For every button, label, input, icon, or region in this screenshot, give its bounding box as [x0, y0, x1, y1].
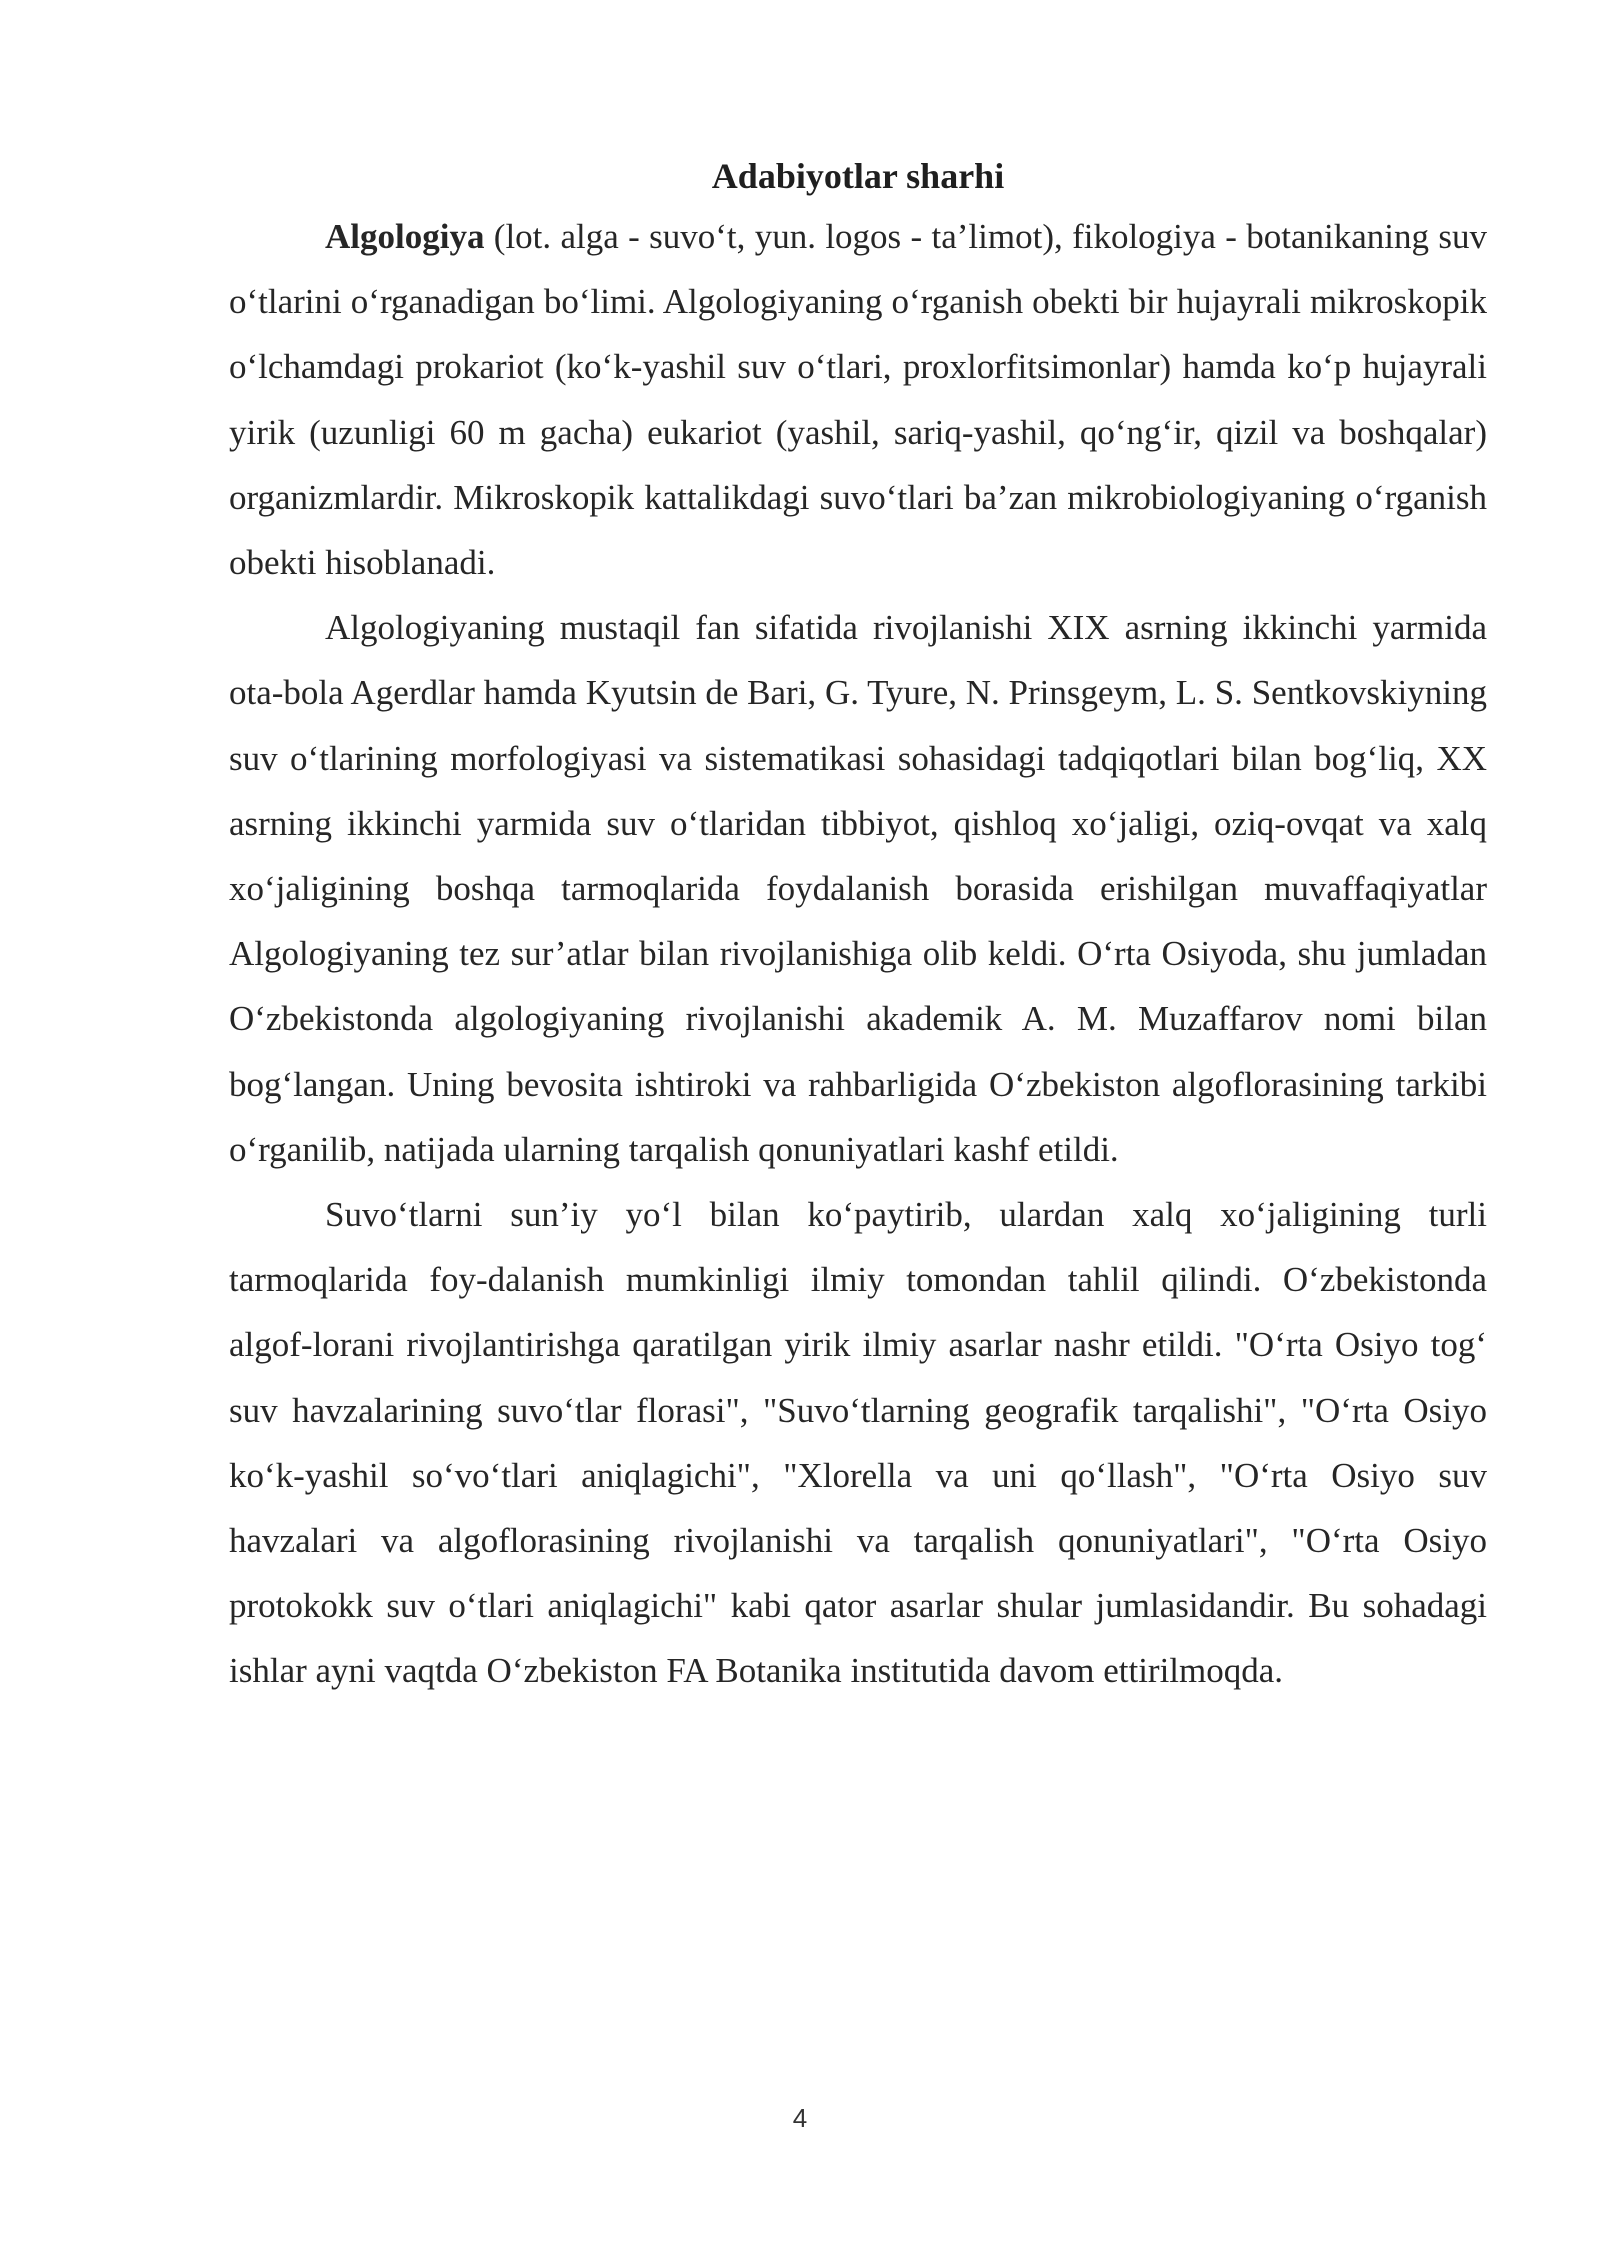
page-number: 4 [792, 2103, 808, 2133]
paragraph-history: Algologiyaning mustaqil fan sifatida rivojlanishi XIX asrning ikkinchi yarmida ota-bola Agerdlar hamda Kyutsin de Bari, G. Tyure, N. Prinsgeym, L. S. Sentkovskiyning suv o‘tlarining morfologiyasi va sistematikasi sohasidagi tadqiqotlari bilan bog‘liq, XX asrning ikkinchi yarmida suv o‘tlaridan tibbiyot, qishloq xo‘jaligi, oziq-ovqat va xalq xo‘jaligining boshqa tarmoqlarida foydalanish borasida erishilgan muvaffaqiyatlar Algologiyaning tez sur’atlar bilan rivojlanishiga olib keldi. O‘rta Osiyoda, shu jumladan O‘zbekistonda algologiyaning rivojlanishi akademik A. M. Muzaffarov nomi bilan bog‘langan. Uning bevosita ishtiroki va rahbarligida O‘zbekiston algoflorasining tarkibi o‘rganilib, natijada ularning tarqalish qonuniyatlari kashf etildi. [229, 608, 1487, 1169]
section-heading: Adabiyotlar sharhi [711, 156, 1005, 196]
paragraph-algologiya-definition [229, 204, 1487, 595]
page-content [229, 148, 1487, 1704]
defined-term: Algologiya [325, 217, 485, 256]
paragraph-1-text: (lot. alga - suvo‘t, yun. logos - ta’limot), fikologiya - botanikaning suv o‘tlarini o‘rganadigan bo‘limi. Algologiyaning o‘rganish obekti bir hujayrali mikroskopik o‘lchamdagi prokariot (ko‘k-yashil suv o‘tlari, proxlorfitsimonlar) hamda ko‘p hujayrali yirik (uzunligi 60 m gacha) eukariot (yashil, sariq-yashil, qo‘ng‘ir, qizil va boshqalar) organizmlardir. Mikroskopik kattalikdagi suvo‘tlari ba’zan mikrobiologiyaning o‘rganish obekti hisoblanadi. [229, 217, 1487, 583]
paragraph-publications: Suvo‘tlarni sun’iy yo‘l bilan ko‘paytirib, ulardan xalq xo‘jaligining turli tarmoqlarida foy-dalanish mumkinligi ilmiy tomondan tahlil qilindi. O‘zbekistonda algof-lorani rivojlantirishga qaratilgan yirik ilmiy asarlar nashr etildi. "O‘rta Osiyo tog‘ suv havzalarining suvo‘tlar florasi", "Suvo‘tlarning geografik tarqalishi", "O‘rta Osiyo ko‘k-yashil so‘vo‘tlari aniqlagichi", "Xlorella va uni qo‘llash", "O‘rta Osiyo suv havzalari va algoflorasining rivojlanishi va tarqalish qonuniyatlari", "O‘rta Osiyo protokokk suv o‘tlari aniqlagichi" kabi qator asarlar shular jumlasidandir. Bu sohadagi ishlar ayni vaqtda O‘zbekiston FA Botanika institutida davom ettirilmoqda. [229, 1195, 1487, 1691]
